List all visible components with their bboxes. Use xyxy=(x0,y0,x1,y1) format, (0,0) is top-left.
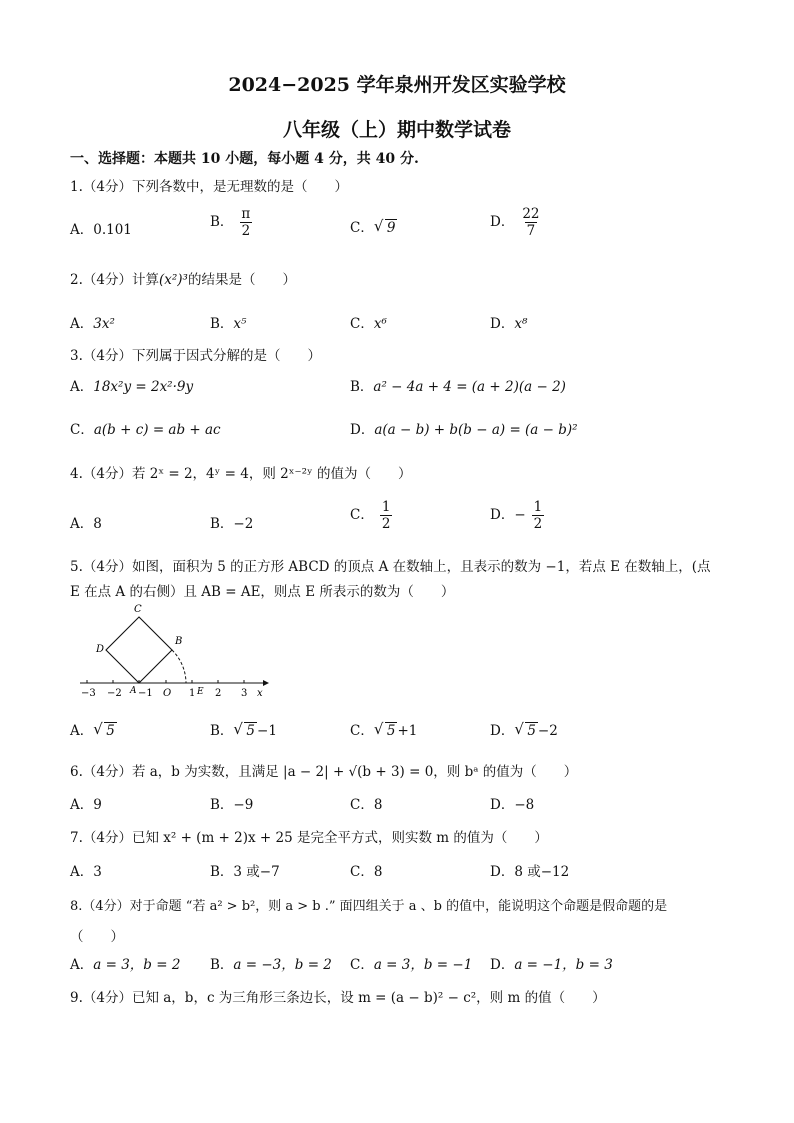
number-line-figure xyxy=(75,600,275,700)
q5-option-c: C． √ 5 +1 xyxy=(350,720,418,739)
label-o: O xyxy=(163,688,172,699)
q1-option-b: B． $\frac{\pi}{2}$ xyxy=(210,206,251,240)
tick-label: 2 xyxy=(215,688,222,699)
question-9-stem: 9.（4分）已知 a，b，c 为三角形三条边长，设 m = (a − b)² − c²，则 m 的值（ ） xyxy=(70,990,606,1006)
tick-label: −1 xyxy=(138,688,153,699)
q1-option-a: A．0.101 xyxy=(70,222,132,238)
q3-option-a: A．18x²y = 2x²·9y xyxy=(70,379,194,395)
question-4-stem: 4.（4分）若 2ˣ = 2，4ʸ = 4，则 2ˣ⁻²ʸ 的值为（ ） xyxy=(70,466,412,482)
label-d: D xyxy=(96,644,105,655)
tick-label: 1 xyxy=(189,688,196,699)
question-3-stem: 3.（4分）下列属于因式分解的是（ ） xyxy=(70,348,321,364)
tick-label: 3 xyxy=(241,688,248,699)
q2-option-a: A．3x² xyxy=(70,316,115,332)
exam-title-line1: 2024−2025 学年泉州开发区实验学校 xyxy=(228,74,566,96)
q4-option-b: B．−2 xyxy=(210,516,254,532)
question-1-stem: 1.（4分）下列各数中，是无理数的是（ ） xyxy=(70,179,348,195)
exam-title-line2: 八年级（上）期中数学试卷 xyxy=(282,119,511,141)
q6-option-c: C．8 xyxy=(350,797,383,813)
q6-option-a: A．9 xyxy=(70,797,102,813)
q3-option-c: C．a(b + c) = ab + ac xyxy=(70,422,221,438)
q6-option-b: B．−9 xyxy=(210,797,254,813)
q2-option-d: D．x⁸ xyxy=(490,316,528,332)
q4-option-d: D．− $\frac{1}{2}$ xyxy=(490,499,543,533)
arc-b-to-e xyxy=(172,650,186,683)
q8-option-a: A．a = 3，b = 2 xyxy=(70,957,181,973)
q8-option-c: C．a = 3，b = −1 xyxy=(350,957,473,973)
question-6-stem: 6.（4分）若 a，b 为实数，且满足 |a − 2| + √(b + 3) = 0，则 bᵃ 的值为（ ） xyxy=(70,764,578,780)
question-7-stem: 7.（4分）已知 x² + (m + 2)x + 25 是完全平方式，则实数 m 的值为（ ） xyxy=(70,830,548,846)
q4-option-c: C． $\frac{1}{2}$ xyxy=(350,499,391,533)
label-a: A xyxy=(130,686,137,696)
q8-option-b: B．a = −3，b = 2 xyxy=(210,957,332,973)
question-8-stem-line2: （ ） xyxy=(70,929,124,945)
q1-option-d: D． $\frac{22}{7}$ xyxy=(490,206,540,240)
question-2-stem: 2.（4分）计算(x²)³的结果是（ ） xyxy=(70,272,296,288)
question-8-stem-line1: 8.（4分）对于命题 “若 a² > b²，则 a > b .” 面四组关于 a 、b 的值中，能说明这个命题是假命题的是 xyxy=(70,899,668,914)
q5-option-d: D． √ 5 −2 xyxy=(490,720,558,739)
axis-arrow xyxy=(263,680,269,686)
q2-option-b: B．x⁵ xyxy=(210,316,247,332)
q1-option-c: C． √ 9 xyxy=(350,217,396,236)
q5-option-a: A． √ 5 xyxy=(70,720,115,739)
q2-option-c: C．x⁶ xyxy=(350,316,387,332)
q3-option-d: D．a(a − b) + b(b − a) = (a − b)² xyxy=(350,422,578,438)
q8-option-d: D．a = −1，b = 3 xyxy=(490,957,613,973)
q5-option-b: B． √ 5 −1 xyxy=(210,720,277,739)
q6-option-d: D．−8 xyxy=(490,797,535,813)
tick-label: −3 xyxy=(81,688,96,699)
q4-option-a: A．8 xyxy=(70,516,102,532)
section-heading: 一、选择题：本题共 10 小题，每小题 4 分，共 40 分. xyxy=(70,151,419,167)
q3-option-b: B．a² − 4a + 4 = (a + 2)(a − 2) xyxy=(350,379,566,395)
tick-label: −2 xyxy=(107,688,122,699)
label-x: x xyxy=(257,688,263,699)
question-5-stem-line2: E 在点 A 的右侧）且 AB = AE，则点 E 所表示的数为（ ） xyxy=(70,584,455,600)
label-e: E xyxy=(197,687,204,697)
question-5-stem-line1: 5.（4分）如图，面积为 5 的正方形 ABCD 的顶点 A 在数轴上，且表示的数为 −1，若点 E 在数轴上，(点 xyxy=(70,559,711,575)
square-abcd xyxy=(106,617,172,683)
q7-option-a: A．3 xyxy=(70,864,102,880)
label-c: C xyxy=(134,604,142,615)
q7-option-b: B．3 或−7 xyxy=(210,864,280,880)
q7-option-c: C．8 xyxy=(350,864,383,880)
label-b: B xyxy=(175,636,183,647)
q7-option-d: D．8 或−12 xyxy=(490,864,570,880)
